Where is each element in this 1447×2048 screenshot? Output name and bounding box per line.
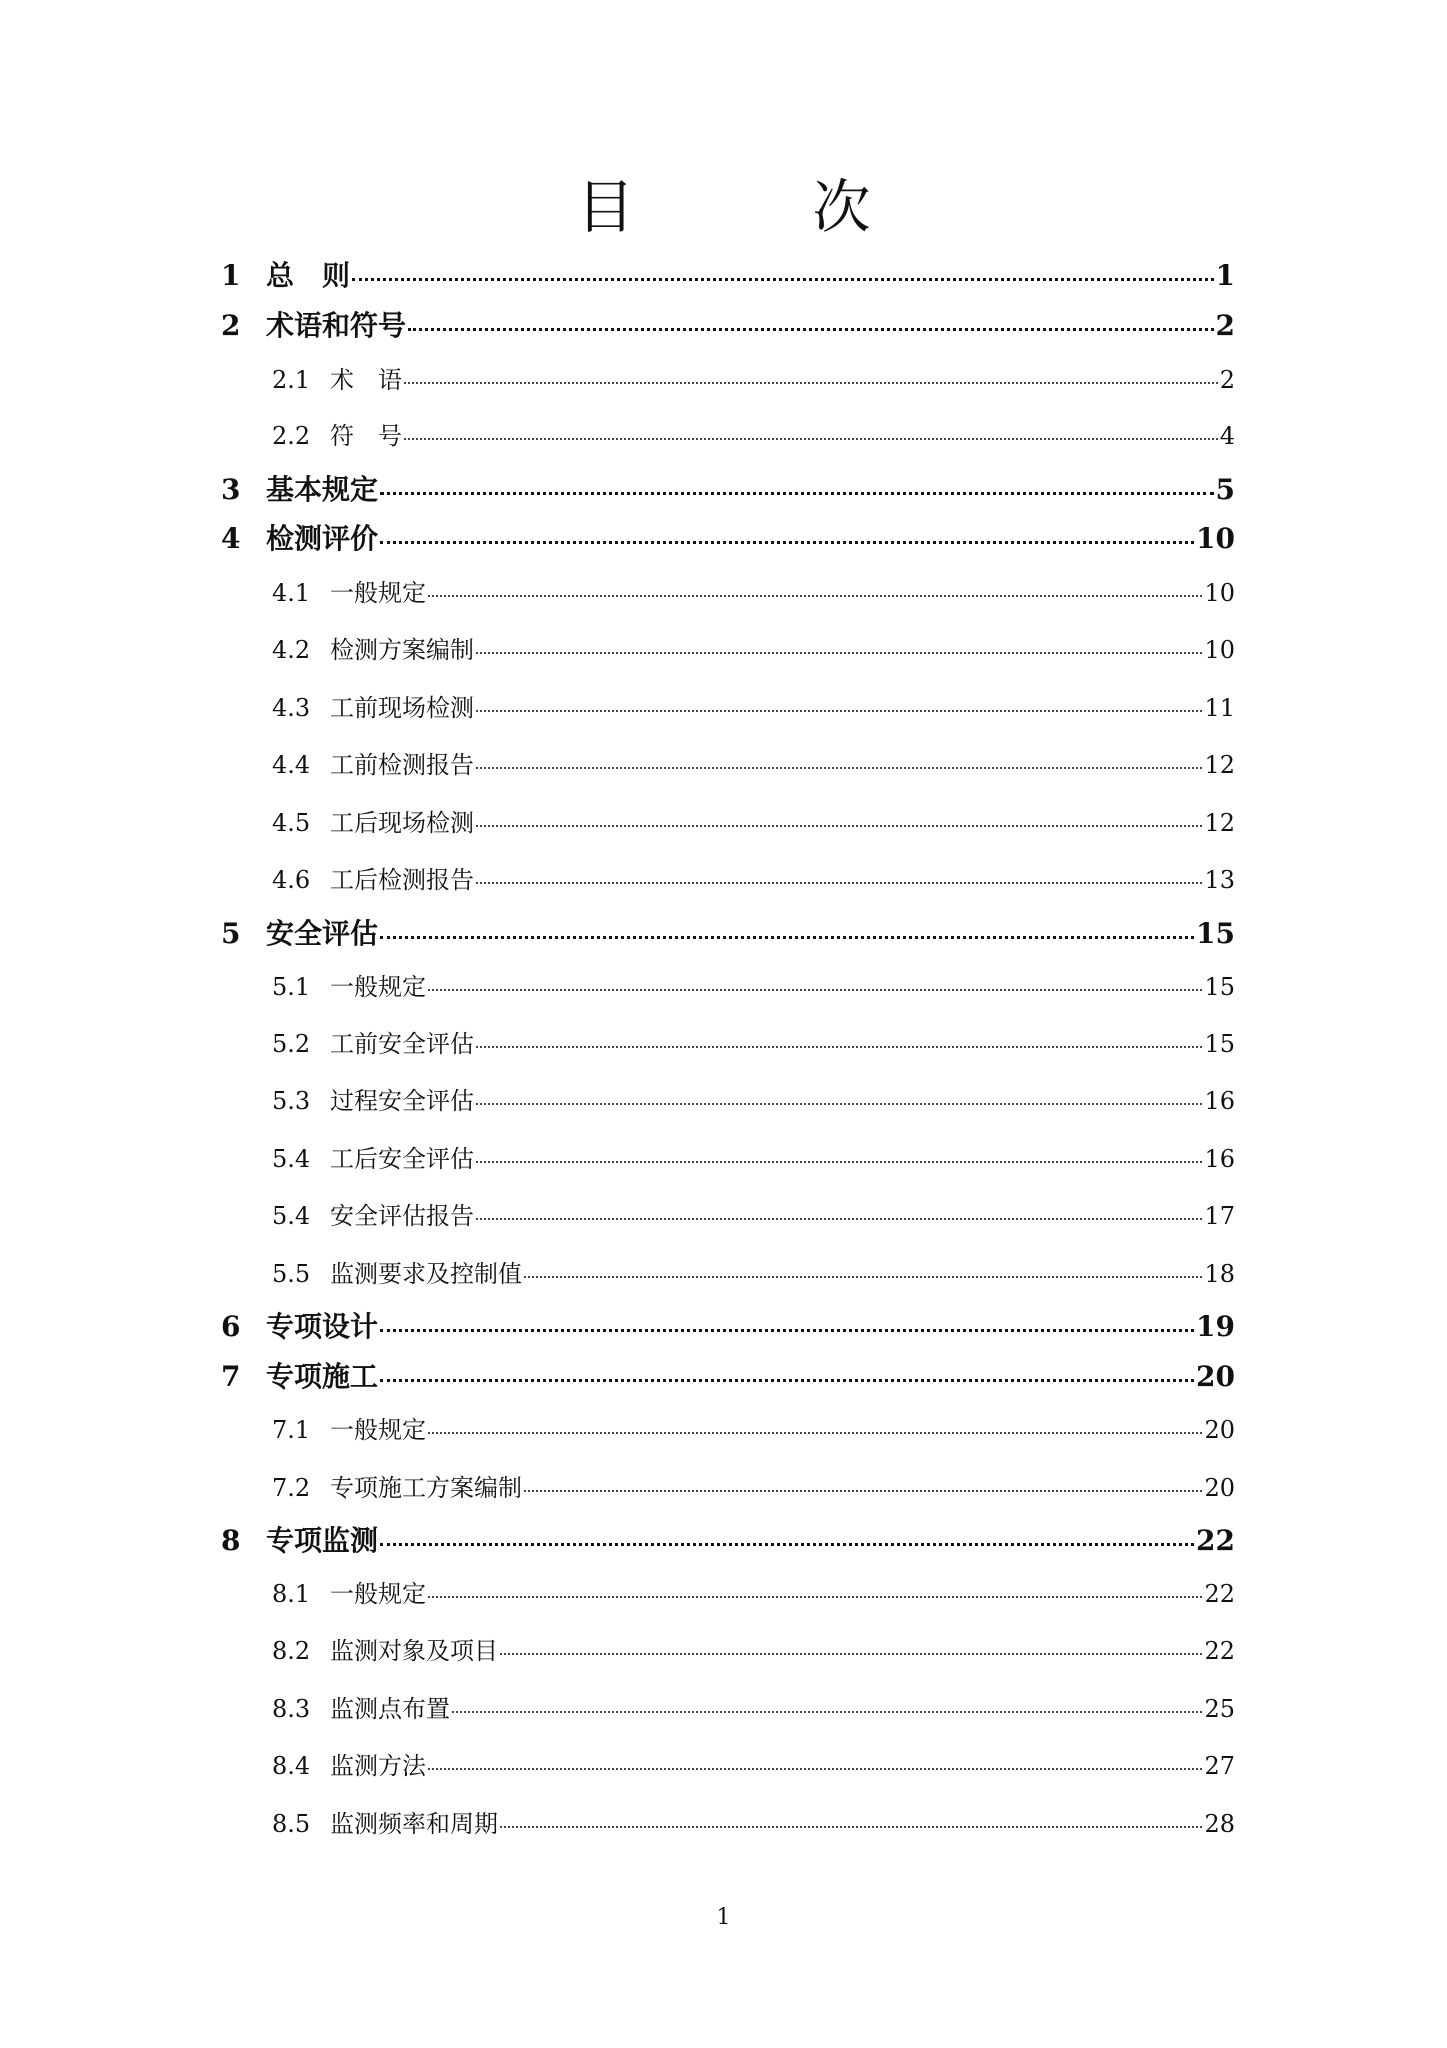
toc-entry[interactable] [272, 1806, 1235, 1842]
toc-page: 27 [1204, 1752, 1235, 1780]
toc-label: 安全评估 [266, 917, 379, 950]
toc-label: 安全评估报告 [330, 1202, 474, 1230]
toc-label: 工后现场检测 [330, 809, 474, 837]
toc-page: 22 [1204, 1637, 1235, 1665]
toc-page: 17 [1204, 1202, 1235, 1230]
toc-page: 13 [1204, 866, 1235, 894]
toc-leader [476, 1216, 1202, 1220]
toc-number: 8.2 [272, 1637, 311, 1665]
toc-entry[interactable] [221, 914, 1235, 954]
toc-number: 8.1 [272, 1580, 311, 1608]
toc-number: 8.3 [272, 1695, 311, 1723]
toc-entry[interactable] [221, 1357, 1235, 1397]
toc-leader [476, 708, 1202, 712]
toc-entry[interactable] [272, 1412, 1235, 1448]
toc-label: 监测要求及控制值 [330, 1260, 522, 1288]
toc-leader [428, 1766, 1202, 1770]
toc-leader [408, 326, 1214, 331]
toc-leader [476, 1101, 1202, 1105]
toc-label: 一般规定 [330, 1416, 426, 1444]
toc-entry[interactable] [272, 1256, 1235, 1292]
toc-label: 基本规定 [266, 473, 379, 506]
toc-page: 15 [1204, 973, 1235, 1001]
toc-entry[interactable] [221, 1307, 1235, 1347]
toc-number: 8.4 [272, 1752, 311, 1780]
toc-number: 7.2 [272, 1474, 311, 1502]
toc-label: 一般规定 [330, 973, 426, 1001]
toc-leader [476, 1159, 1202, 1163]
toc-label: 工后安全评估 [330, 1145, 474, 1173]
toc-leader [380, 1541, 1194, 1546]
toc-leader [500, 1651, 1202, 1655]
toc-page: 10 [1204, 636, 1235, 664]
toc-entry[interactable] [272, 1026, 1235, 1062]
toc-entry[interactable] [221, 306, 1235, 346]
toc-entry[interactable] [272, 1141, 1235, 1177]
toc-number: 3 [221, 473, 241, 506]
toc-page: 2 [1215, 309, 1235, 342]
toc-number: 4.2 [272, 636, 311, 664]
toc-page: 10 [1204, 579, 1235, 607]
toc-page: 22 [1196, 1524, 1235, 1557]
toc-entry[interactable] [221, 470, 1235, 510]
toc-page: 15 [1204, 1030, 1235, 1058]
toc-leader [476, 880, 1202, 884]
toc-label: 过程安全评估 [330, 1087, 474, 1115]
toc-label: 监测点布置 [330, 1695, 450, 1723]
toc-page: 2 [1219, 366, 1235, 394]
toc-number: 4.5 [272, 809, 311, 837]
toc-leader [524, 1274, 1202, 1278]
toc-label: 工后检测报告 [330, 866, 474, 894]
page-title: 目 次 [576, 173, 931, 241]
toc-entry[interactable] [272, 862, 1235, 898]
toc-label: 工前安全评估 [330, 1030, 474, 1058]
toc-number: 4.3 [272, 694, 311, 722]
toc-page: 4 [1219, 422, 1235, 450]
toc-label: 监测方法 [330, 1752, 426, 1780]
toc-entry[interactable] [272, 632, 1235, 668]
toc-label: 一般规定 [330, 1580, 426, 1608]
toc-page: 12 [1204, 809, 1235, 837]
toc-number: 5.4 [272, 1202, 311, 1230]
toc-label: 监测频率和周期 [330, 1810, 498, 1838]
toc-number: 2.1 [272, 366, 311, 394]
toc-label: 专项监测 [266, 1524, 379, 1557]
toc-leader [428, 987, 1202, 991]
toc-entry[interactable] [272, 1633, 1235, 1669]
toc-entry[interactable] [272, 690, 1235, 726]
toc-page: 19 [1196, 1310, 1235, 1343]
toc-number: 1 [221, 259, 241, 292]
toc-leader [476, 823, 1202, 827]
toc-page: 16 [1204, 1145, 1235, 1173]
toc-entry[interactable] [272, 969, 1235, 1005]
toc-number: 5 [221, 917, 241, 950]
toc-number: 4 [221, 522, 241, 555]
toc-page: 20 [1204, 1416, 1235, 1444]
toc-number: 6 [221, 1310, 241, 1343]
toc-entry[interactable] [272, 1470, 1235, 1506]
toc-leader [476, 1044, 1202, 1048]
toc-leader [476, 765, 1202, 769]
toc-number: 5.1 [272, 973, 311, 1001]
toc-label: 术 语 [330, 366, 402, 394]
toc-number: 5.4 [272, 1145, 311, 1173]
toc-leader [452, 1709, 1202, 1713]
toc-page: 28 [1204, 1810, 1235, 1838]
toc-entry[interactable] [272, 1691, 1235, 1727]
toc-label: 工前现场检测 [330, 694, 474, 722]
toc-entry[interactable] [272, 418, 1235, 454]
toc-page: 20 [1196, 1360, 1235, 1393]
toc-number: 5.3 [272, 1087, 311, 1115]
toc-entry[interactable] [272, 1748, 1235, 1784]
toc-label: 专项施工 [266, 1360, 379, 1393]
toc-page: 12 [1204, 751, 1235, 779]
toc-leader [380, 934, 1194, 939]
toc-leader [428, 1594, 1202, 1598]
toc-entry[interactable] [272, 1198, 1235, 1234]
toc-label: 专项设计 [266, 1310, 379, 1343]
toc-page: 10 [1196, 522, 1235, 555]
toc-number: 8.5 [272, 1810, 311, 1838]
toc-page: 25 [1204, 1695, 1235, 1723]
toc-label: 术语和符号 [266, 309, 407, 342]
toc-number: 8 [221, 1524, 241, 1557]
toc-entry[interactable] [221, 519, 1235, 559]
toc-number: 5.2 [272, 1030, 311, 1058]
toc-entry[interactable] [272, 747, 1235, 783]
toc-entry[interactable] [221, 256, 1235, 296]
toc-entry[interactable] [272, 805, 1235, 841]
toc-leader [352, 276, 1214, 281]
toc-label: 专项施工方案编制 [330, 1474, 522, 1502]
toc-label: 工前检测报告 [330, 751, 474, 779]
toc-entry[interactable] [272, 575, 1235, 611]
toc-leader [380, 1377, 1194, 1382]
toc-label: 符 号 [330, 422, 402, 450]
toc-number: 4.4 [272, 751, 311, 779]
toc-page: 5 [1215, 473, 1235, 506]
toc-number: 7 [221, 1360, 241, 1393]
toc-entry[interactable] [272, 1576, 1235, 1612]
toc-number: 5.5 [272, 1260, 311, 1288]
toc-entry[interactable] [272, 362, 1235, 398]
toc-leader [380, 539, 1194, 544]
toc-number: 4.6 [272, 866, 311, 894]
toc-page: 15 [1196, 917, 1235, 950]
toc-entry[interactable] [221, 1521, 1235, 1561]
toc-leader [476, 650, 1202, 654]
toc-leader [524, 1488, 1202, 1492]
toc-page: 1 [1215, 259, 1235, 292]
toc-leader [380, 490, 1214, 495]
toc-number: 7.1 [272, 1416, 311, 1444]
toc-number: 4.1 [272, 579, 311, 607]
toc-leader [428, 1430, 1202, 1434]
toc-leader [404, 380, 1218, 384]
toc-page: 16 [1204, 1087, 1235, 1115]
toc-page: 22 [1204, 1580, 1235, 1608]
toc-leader [500, 1824, 1202, 1828]
toc-label: 监测对象及项目 [330, 1637, 498, 1665]
toc-leader [380, 1327, 1194, 1332]
page-number: 1 [716, 1905, 731, 1930]
toc-label: 检测方案编制 [330, 636, 474, 664]
toc-page: 11 [1204, 694, 1235, 722]
toc-leader [404, 436, 1218, 440]
toc-entry[interactable] [272, 1083, 1235, 1119]
toc-number: 2.2 [272, 422, 311, 450]
toc-page: 18 [1204, 1260, 1235, 1288]
toc-page: 20 [1204, 1474, 1235, 1502]
toc-label: 检测评价 [266, 522, 379, 555]
toc-label: 总 则 [266, 259, 351, 292]
toc-number: 2 [221, 309, 241, 342]
toc-label: 一般规定 [330, 579, 426, 607]
toc-leader [428, 593, 1202, 597]
